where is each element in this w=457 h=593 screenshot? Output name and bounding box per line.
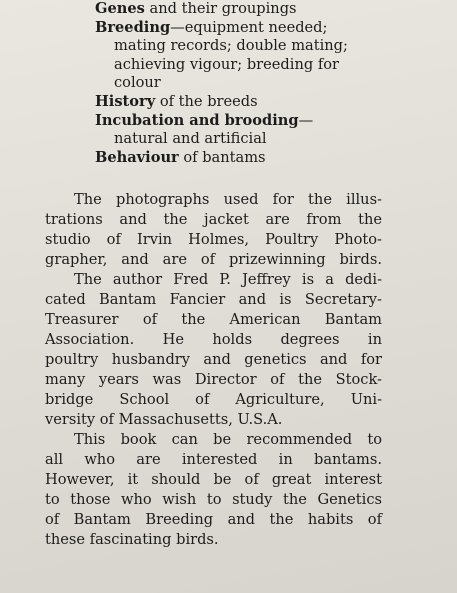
contents-entry-history: History of the breeds	[95, 92, 258, 110]
text-line: The author Fred P. Jeffrey is a dedi-	[74, 271, 382, 288]
text-line: these fascinating birds.	[45, 531, 219, 548]
text-line: of Bantam Breeding and the habits of	[45, 511, 382, 528]
paragraph-recommendation	[45, 430, 382, 550]
description-text	[45, 190, 382, 550]
contents-list	[95, 0, 435, 167]
text-line: Treasurer of the American Bantam	[45, 311, 382, 328]
contents-entry-breeding: Breeding—equipment needed;	[95, 18, 328, 36]
text-line: trations and the jacket are from the	[45, 211, 382, 228]
text-line: The photographs used for the illus-	[74, 191, 382, 208]
contents-entry-incubation: Incubation and brooding—	[95, 111, 314, 129]
text-line: grapher, and are of prizewinning birds.	[45, 251, 382, 268]
contents-entry-breeding-line: colour	[114, 74, 161, 92]
text-line: Association. He holds degrees in	[45, 331, 382, 348]
contents-entry-incubation-line: natural and artificial	[114, 130, 267, 148]
paragraph-author	[45, 270, 382, 430]
contents-entry-breeding-line: achieving vigour; breeding for	[114, 55, 339, 73]
text-line: versity of Massachusetts, U.S.A.	[45, 411, 283, 428]
contents-entry-genes: Genes and their groupings	[95, 0, 297, 17]
text-line: studio of Irvin Holmes, Poultry Photo-	[45, 231, 382, 248]
paragraph-photographs	[45, 190, 382, 270]
text-line: bridge School of Agriculture, Uni-	[45, 391, 382, 408]
text-line: to those who wish to study the Genetics	[45, 491, 382, 508]
text-line: However, it should be of great interest	[45, 471, 382, 488]
text-line: cated Bantam Fancier and is Secretary-	[45, 291, 382, 308]
text-line: many years was Director of the Stock-	[45, 371, 382, 388]
text-line: all who are interested in bantams.	[45, 451, 382, 468]
contents-entry-behaviour: Behaviour of bantams	[95, 148, 266, 166]
text-line: This book can be recommended to	[74, 431, 382, 448]
contents-entry-breeding-line: mating records; double mating;	[114, 37, 348, 55]
text-line: poultry husbandry and genetics and for	[45, 351, 382, 368]
